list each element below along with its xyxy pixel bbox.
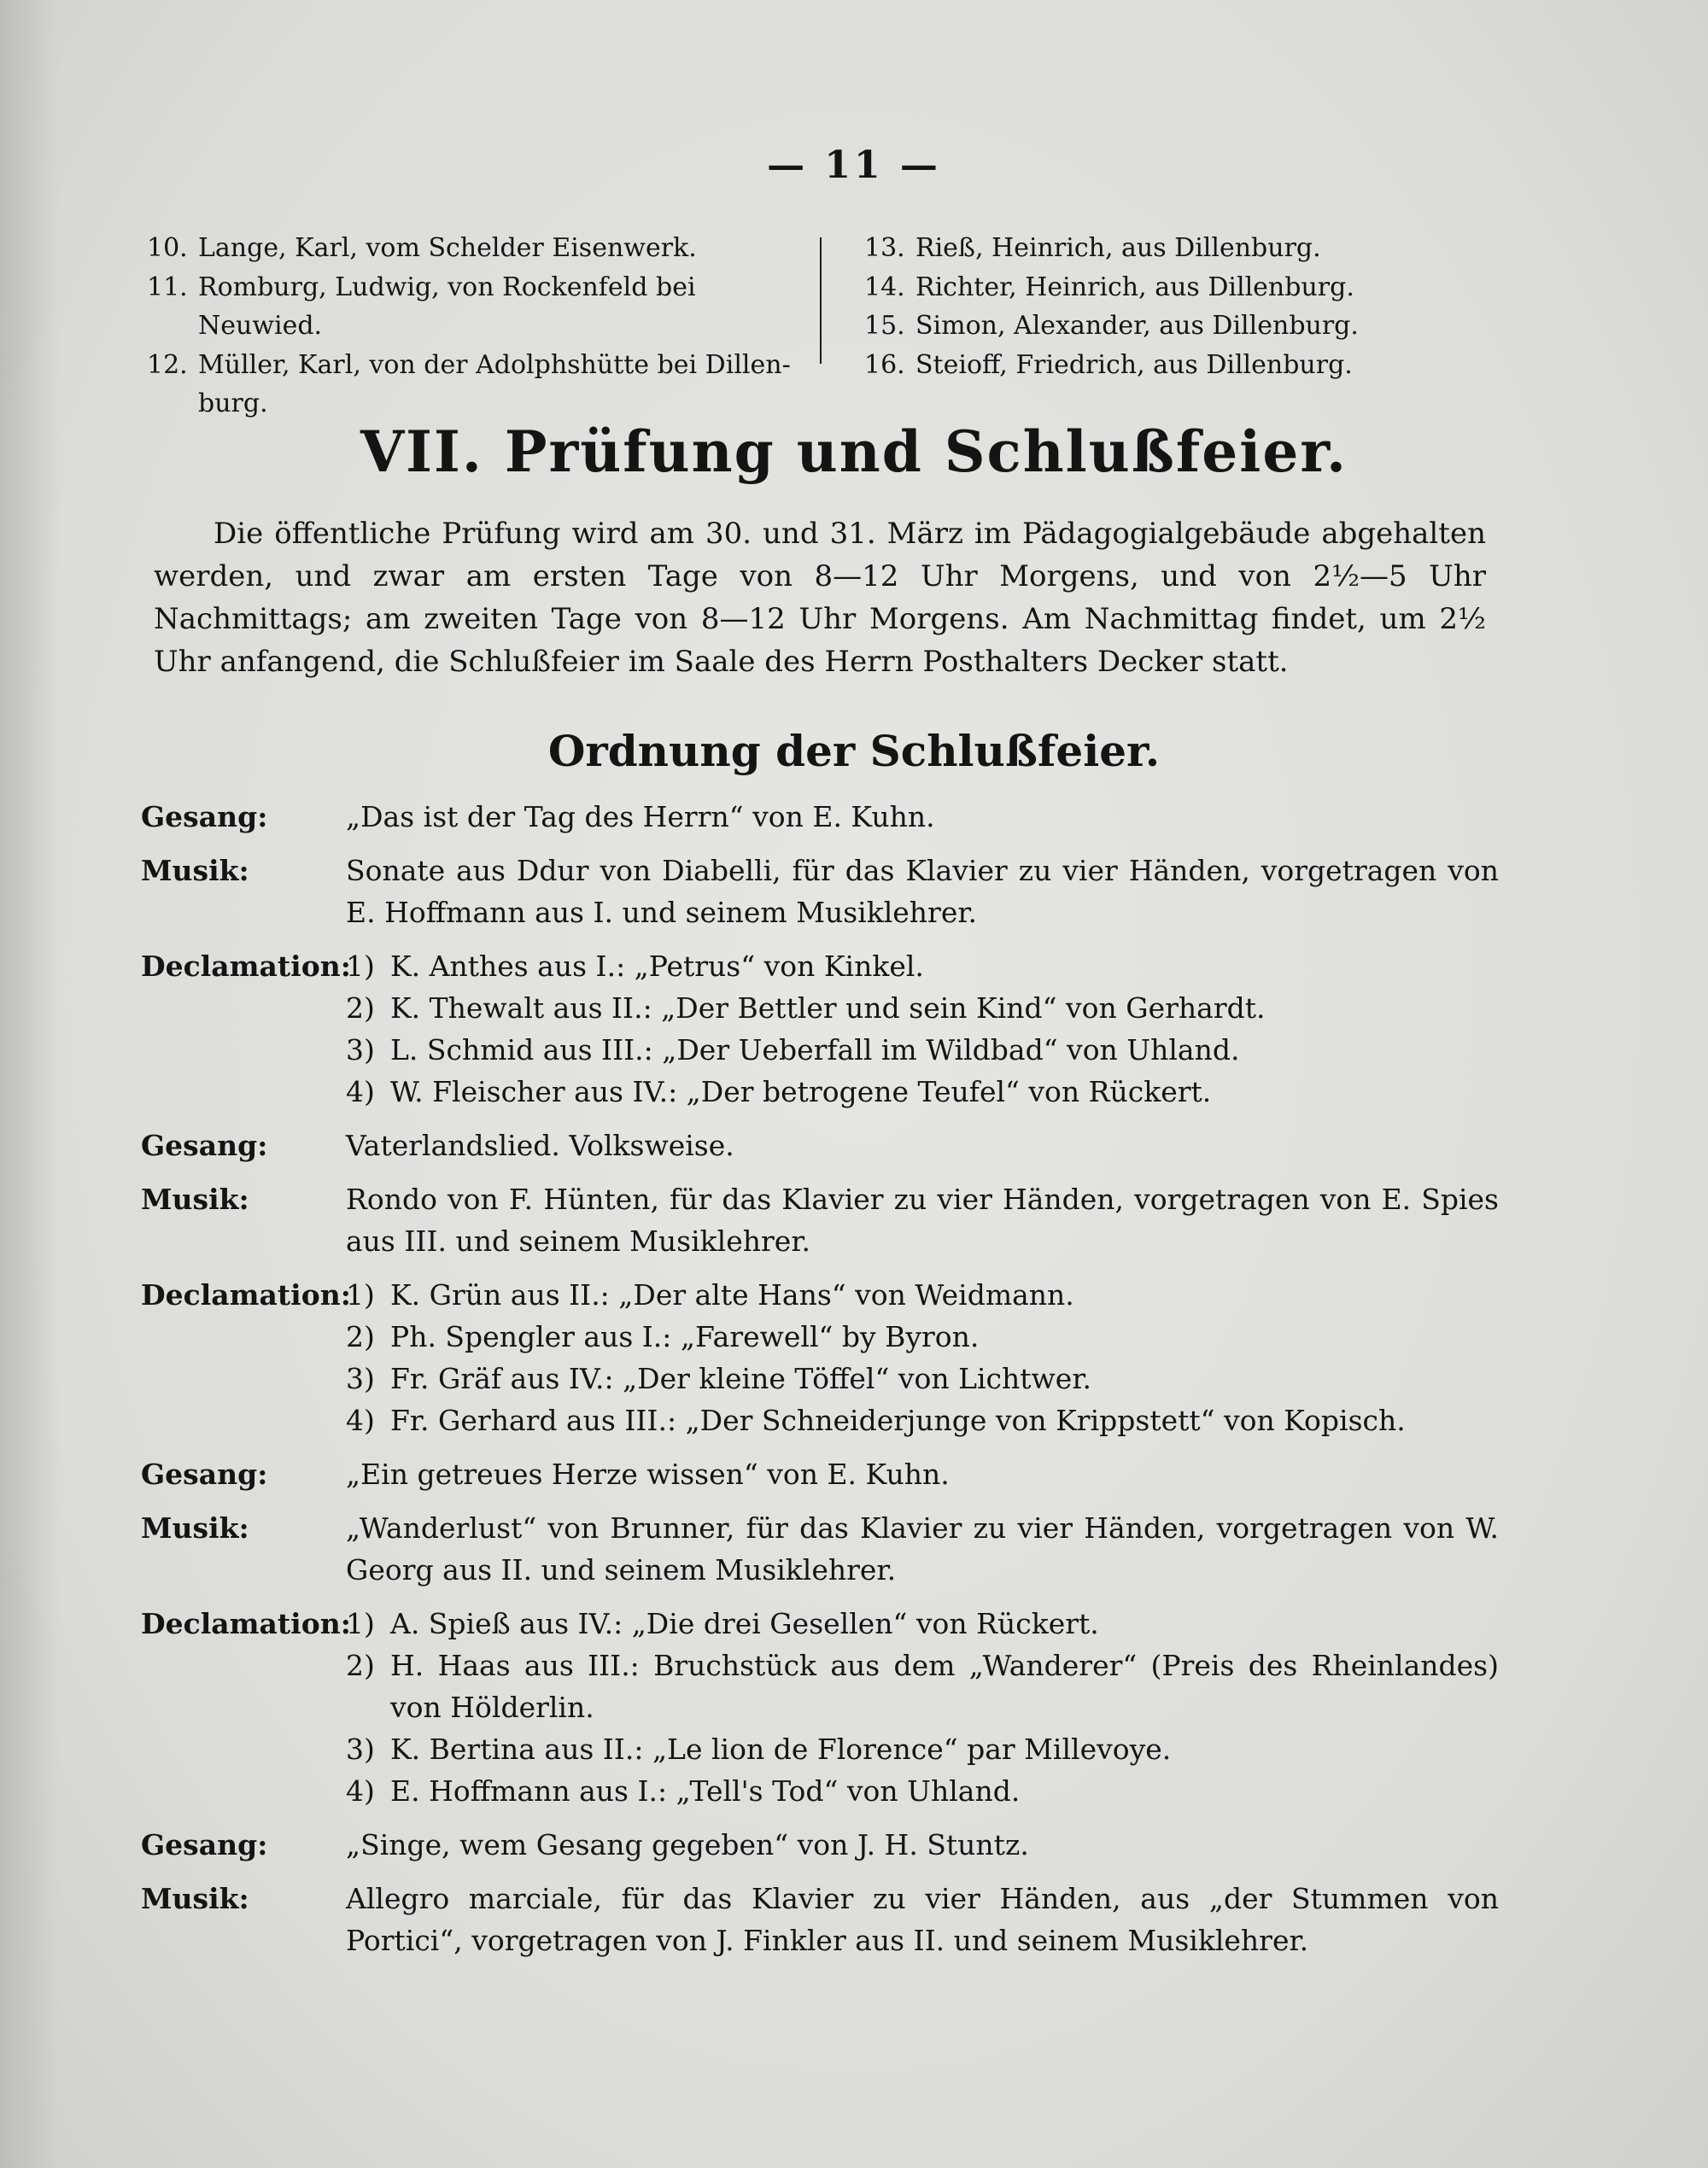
list-continuation: burg. xyxy=(198,389,268,419)
declamation-number: 3) xyxy=(346,1362,375,1395)
declamation-text: H. Haas aus III.: Bruchstück aus dem „Wanderer“ (Preis des Rheinlandes) von Hölderlin. xyxy=(390,1649,1499,1724)
declamation-list xyxy=(346,945,1499,1113)
list-item xyxy=(147,346,813,385)
program-label: Gesang: xyxy=(141,1458,268,1491)
program-item-declamation xyxy=(141,1603,1499,1812)
program-title: Ordnung der Schlußfeier. xyxy=(547,726,1161,776)
intro-paragraph: Die öffentliche Prüfung wird am 30. und 31. März im Pädagogialgebäude abgehalten werden, und zwar am ersten Tage von 8—12 Uhr Morgens, und von 2½—5 Uhr Nachmittags; am zweiten Tage von 8—12 Uhr Morgens. Am Nachmittag findet, um 2½ Uhr anfangend, die Schlußfeier im Saale des Herrn Posthalters Decker statt. xyxy=(154,517,1486,679)
declamation-number: 3) xyxy=(346,1033,375,1066)
declamation-text: L. Schmid aus III.: „Der Ueberfall im Wildbad“ von Uhland. xyxy=(390,1033,1240,1066)
declamation-text: K. Thewalt aus II.: „Der Bettler und sein Kind“ von Gerhardt. xyxy=(390,991,1266,1025)
program-item-gesang xyxy=(141,1824,1499,1866)
declamation-text: Ph. Spengler aus I.: „Farewell“ by Byron. xyxy=(390,1320,980,1353)
list-number: 14. xyxy=(864,272,905,302)
list-number: 13. xyxy=(864,233,905,263)
declamation-text: K. Bertina aus II.: „Le lion de Florence“ par Millevoye. xyxy=(390,1733,1172,1766)
declamation-line xyxy=(346,1728,1499,1770)
list-item xyxy=(864,346,1428,385)
program-label: Declamation: xyxy=(141,1607,351,1640)
declamation-line xyxy=(346,1316,1499,1358)
program-text: Sonate aus Ddur von Diabelli, für das Klavier zu vier Händen, vorgetragen von E. Hoffmann aus I. und seinem Musiklehrer. xyxy=(346,854,1499,929)
page-edge-shadow xyxy=(0,0,60,2168)
program-text: „Wanderlust“ von Brunner, für das Klavier zu vier Händen, vorgetragen von W. Georg aus II. und seinem Musiklehrer. xyxy=(346,1511,1499,1587)
program-text: Allegro marciale, für das Klavier zu vier Händen, aus „der Stummen von Portici“, vorgetragen von J. Finkler aus II. und seinem Musiklehrer. xyxy=(346,1882,1499,1957)
declamation-text: A. Spieß aus IV.: „Die drei Gesellen“ von Rückert. xyxy=(390,1607,1099,1640)
program-item-musik xyxy=(141,1878,1499,1961)
declamation-number: 2) xyxy=(346,991,375,1025)
program-label: Declamation: xyxy=(141,950,351,983)
program-item-gesang xyxy=(141,1125,1499,1166)
student-list-right xyxy=(864,229,1428,384)
declamation-number: 3) xyxy=(346,1733,375,1766)
student-list-left xyxy=(147,229,813,424)
page-number: — 11 — xyxy=(767,143,941,187)
list-item xyxy=(864,307,1428,346)
declamation-line xyxy=(346,1645,1499,1728)
declamation-line xyxy=(346,1029,1499,1071)
program-item-musik xyxy=(141,1178,1499,1262)
declamation-line xyxy=(346,945,1499,987)
list-number: 10. xyxy=(147,233,188,263)
list-text: Lange, Karl, vom Schelder Eisenwerk. xyxy=(198,233,697,263)
declamation-list xyxy=(346,1603,1499,1812)
section-title: VII. Prüfung und Schlußfeier. xyxy=(360,418,1348,485)
program-item-musik xyxy=(141,850,1499,933)
declamation-number: 4) xyxy=(346,1075,375,1108)
declamation-line xyxy=(346,1603,1499,1645)
declamation-text: Fr. Gräf aus IV.: „Der kleine Töffel“ von Lichtwer. xyxy=(390,1362,1091,1395)
list-item xyxy=(147,268,813,346)
program-label: Declamation: xyxy=(141,1278,351,1312)
program-item-musik xyxy=(141,1507,1499,1591)
program-text: „Ein getreues Herze wissen“ von E. Kuhn. xyxy=(346,1458,950,1491)
program-label: Musik: xyxy=(141,1882,249,1915)
declamation-number: 1) xyxy=(346,950,375,983)
declamation-number: 4) xyxy=(346,1404,375,1437)
declamation-line xyxy=(346,1274,1499,1316)
declamation-text: Fr. Gerhard aus III.: „Der Schneiderjunge von Krippstett“ von Kopisch. xyxy=(390,1404,1406,1437)
list-number: 11. xyxy=(147,272,188,302)
declamation-number: 2) xyxy=(346,1649,375,1682)
program-item-declamation xyxy=(141,945,1499,1113)
list-text: Rieß, Heinrich, aus Dillenburg. xyxy=(915,233,1321,263)
list-text: Steioff, Friedrich, aus Dillenburg. xyxy=(915,349,1353,380)
program-list xyxy=(141,796,1499,1973)
program-text: „Das ist der Tag des Herrn“ von E. Kuhn. xyxy=(346,800,935,833)
list-item xyxy=(864,229,1428,268)
program-label: Gesang: xyxy=(141,1129,268,1162)
list-text: Müller, Karl, von der Adolphshütte bei Dillen- xyxy=(198,349,791,380)
program-item-gesang xyxy=(141,1453,1499,1495)
list-number: 16. xyxy=(864,349,905,380)
list-text: Simon, Alexander, aus Dillenburg. xyxy=(915,311,1359,342)
declamation-number: 2) xyxy=(346,1320,375,1353)
program-text: Vaterlandslied. Volksweise. xyxy=(346,1129,734,1162)
declamation-text: K. Grün aus II.: „Der alte Hans“ von Weidmann. xyxy=(390,1278,1074,1312)
program-text: „Singe, wem Gesang gegeben“ von J. H. Stuntz. xyxy=(346,1828,1029,1861)
program-item-gesang xyxy=(141,796,1499,838)
declamation-text: E. Hoffmann aus I.: „Tell's Tod“ von Uhland. xyxy=(390,1774,1021,1808)
declamation-text: K. Anthes aus I.: „Petrus“ von Kinkel. xyxy=(390,950,924,983)
declamation-line xyxy=(346,1358,1499,1400)
declamation-line xyxy=(346,1400,1499,1441)
program-label: Gesang: xyxy=(141,1828,268,1861)
declamation-number: 4) xyxy=(346,1774,375,1808)
list-text: Romburg, Ludwig, von Rockenfeld bei Neuwied. xyxy=(198,272,696,342)
program-label: Gesang: xyxy=(141,800,268,833)
declamation-list xyxy=(346,1274,1499,1441)
program-label: Musik: xyxy=(141,1511,249,1545)
declamation-line xyxy=(346,987,1499,1029)
declamation-number: 1) xyxy=(346,1278,375,1312)
declamation-number: 1) xyxy=(346,1607,375,1640)
declamation-line xyxy=(346,1071,1499,1113)
list-text: Richter, Heinrich, aus Dillenburg. xyxy=(915,272,1354,302)
list-item xyxy=(147,229,813,268)
list-number: 12. xyxy=(147,349,188,380)
column-divider xyxy=(820,237,822,364)
list-number: 15. xyxy=(864,311,905,342)
program-item-declamation xyxy=(141,1274,1499,1441)
program-label: Musik: xyxy=(141,1183,249,1216)
declamation-line xyxy=(346,1770,1499,1812)
program-text: Rondo von F. Hünten, für das Klavier zu vier Händen, vorgetragen von E. Spies aus III. und seinem Musiklehrer. xyxy=(346,1183,1499,1258)
program-label: Musik: xyxy=(141,854,249,887)
declamation-text: W. Fleischer aus IV.: „Der betrogene Teufel“ von Rückert. xyxy=(390,1075,1212,1108)
list-item xyxy=(864,268,1428,307)
